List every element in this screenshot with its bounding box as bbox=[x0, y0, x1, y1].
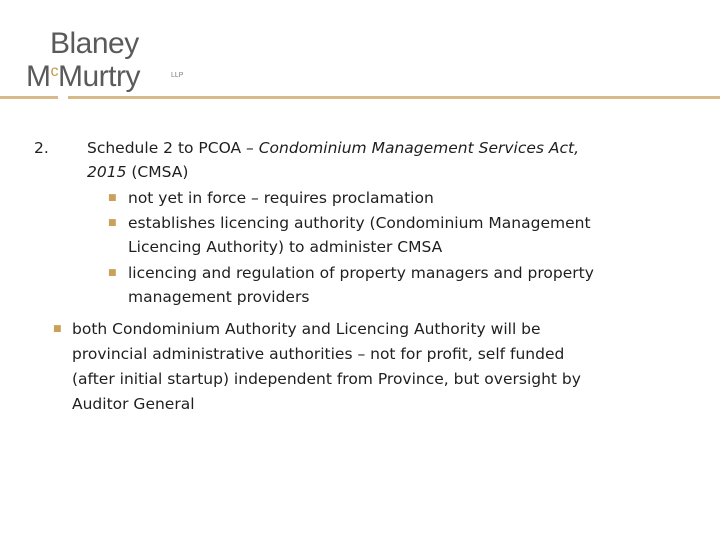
sub-bullet-3-line-1: licencing and regulation of property managers and property bbox=[128, 264, 594, 282]
item-number: 2. bbox=[34, 139, 49, 157]
main-bullet-line-3: (after initial startup) independent from Province, but oversight by bbox=[72, 370, 581, 388]
item-heading-act-name: Condominium Management Services Act, bbox=[258, 139, 580, 157]
item-heading-text: Schedule 2 to PCOA – bbox=[87, 139, 259, 157]
sub-bullet-1-line-1: not yet in force – requires proclamation bbox=[128, 189, 434, 207]
sub-bullet-2-line-2: Licencing Authority) to administer CMSA bbox=[128, 238, 443, 256]
main-bullet-line-1: both Condominium Authority and Licencing Authority will be bbox=[72, 320, 541, 338]
item-heading-act-year: 2015 bbox=[87, 163, 127, 181]
logo-murtry: Murtry bbox=[58, 60, 140, 93]
item-heading-line-2 bbox=[87, 163, 188, 181]
sub-bullet-3-line-2: management providers bbox=[128, 288, 310, 306]
logo-m: M bbox=[26, 60, 51, 93]
sub-bullet-marker: ■ bbox=[108, 268, 117, 278]
sub-bullet-marker: ■ bbox=[108, 193, 117, 203]
main-bullet-line-4: Auditor General bbox=[72, 395, 195, 413]
item-heading-abbrev: (CMSA) bbox=[126, 163, 189, 181]
main-bullet-marker: ■ bbox=[53, 324, 62, 334]
main-bullet-line-2: provincial administrative authorities – not for profit, self funded bbox=[72, 345, 565, 363]
logo-line-blaney: Blaney bbox=[50, 27, 139, 60]
item-heading-line-1 bbox=[87, 139, 579, 157]
logo-llp: LLP bbox=[171, 72, 184, 79]
sub-bullet-2-line-1: establishes licencing authority (Condominium Management bbox=[128, 214, 591, 232]
sub-bullet-marker: ■ bbox=[108, 218, 117, 228]
logo-c-superscript: c bbox=[50, 63, 58, 80]
